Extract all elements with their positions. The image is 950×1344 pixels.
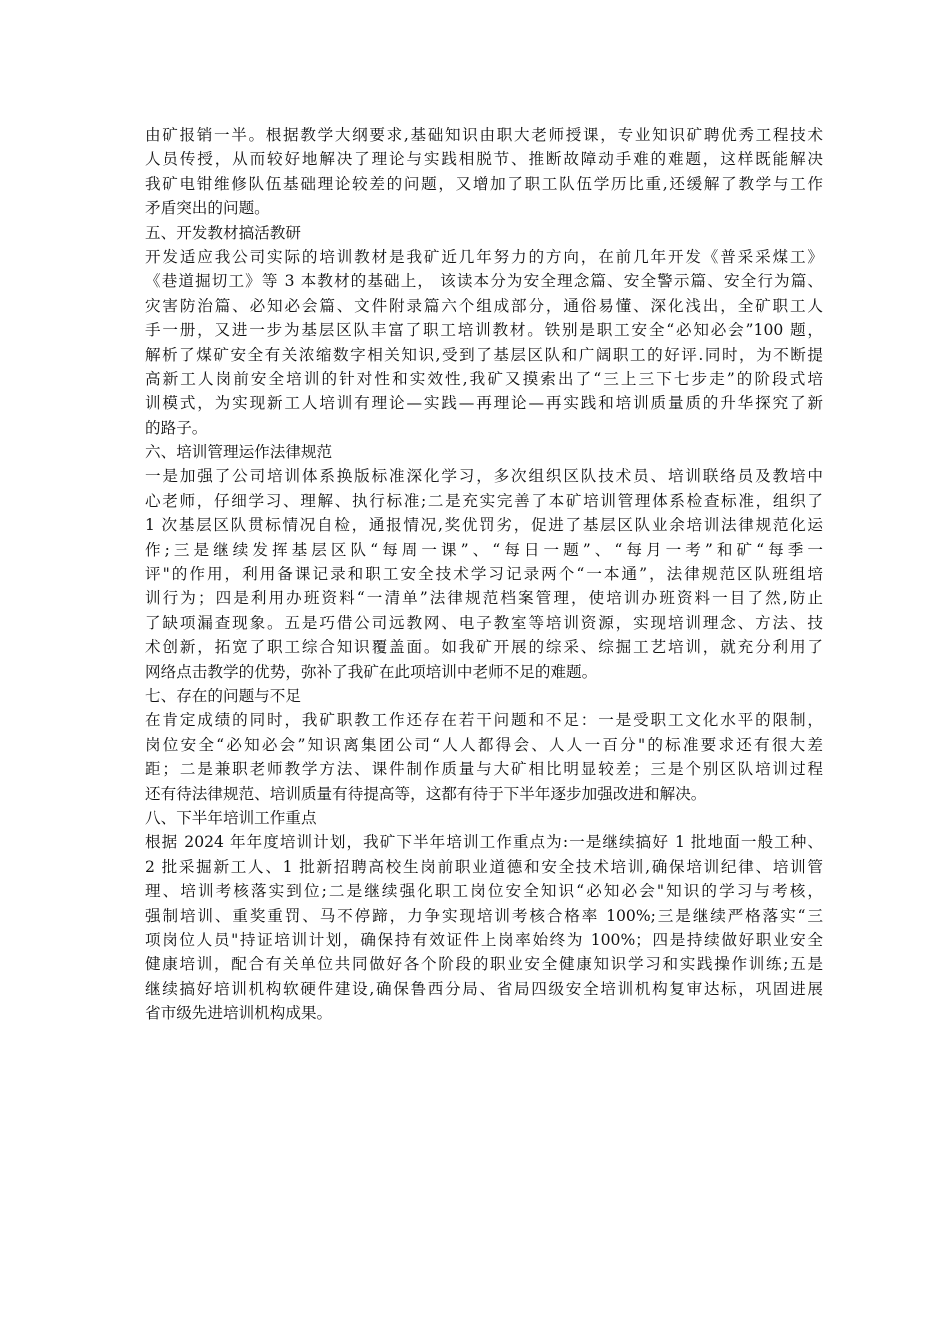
- paragraph-line: 了缺项漏查现象。五是巧借公司远教网、电子教室等培训资源，实现培训理念、方法、技: [145, 613, 823, 632]
- heading-text: 七、存在的问题与不足: [145, 686, 301, 705]
- section-heading: [145, 684, 823, 708]
- paragraph-line: 还有待法律规范、培训质量有待提高等，这都有待于下半年逐步加强改进和解决。: [145, 784, 707, 803]
- paragraph-line: 评"的作用，利用备课记录和职工安全技术学习记录两个“一本通”，法律规范区队班组培: [145, 565, 823, 584]
- heading-text: 六、培训管理运作法律规范: [145, 443, 333, 462]
- heading-text: 五、开发教材搞活教研: [145, 223, 301, 242]
- paragraph: [145, 464, 823, 684]
- paragraph-line: 省市级先进培训机构成果。: [145, 1004, 333, 1023]
- paragraph-line: 在肯定成绩的同时，我矿职教工作还存在若干问题和不足：一是受职工文化水平的限制，: [145, 711, 823, 730]
- paragraph-line: 作;三是继续发挥基层区队“每周一课”、“每日一题”、“每月一考”和矿“每季一: [145, 540, 823, 559]
- paragraph-line: 手一册，又进一步为基层区队丰富了职工培训教材。铁别是职工安全“必知必会”100 题，: [145, 321, 823, 340]
- paragraph-line: 开发适应我公司实际的培训教材是我矿近几年努力的方向，在前几年开发《普采采煤工》: [145, 247, 823, 266]
- paragraph-line: 距；二是兼职老师教学方法、课件制作质量与大矿相比明显较差；三是个别区队培训过程: [145, 760, 823, 779]
- paragraph-line: 继续搞好培训机构软硬件建设,确保鲁西分局、省局四级安全培训机构复审达标，巩固进展: [145, 979, 823, 998]
- paragraph-line: 心老师，仔细学习、理解、执行标准;二是充实完善了本矿培训管理体系检查标准，组织了: [145, 491, 823, 510]
- paragraph-line: 理、培训考核落实到位;二是继续强化职工岗位安全知识“必知必会"知识的学习与考核，: [145, 882, 823, 901]
- paragraph-line: 训模式，为实现新工人培训有理论—实践—再理论—再实践和培训质量质的升华探究了新: [145, 394, 823, 413]
- paragraph-line: 由矿报销一半。根据教学大纲要求,基础知识由职大老师授课，专业知识矿聘优秀工程技术: [145, 126, 823, 144]
- paragraph-line: 解析了煤矿安全有关浓缩数字相关知识,受到了基层区队和广阔职工的好评.同时，为不断提: [145, 345, 823, 364]
- paragraph-line: 健康培训，配合有关单位共同做好各个阶段的职业安全健康知识学习和实践操作训练;五是: [145, 955, 823, 974]
- section-heading: [145, 221, 823, 245]
- heading-text: 八、下半年培训工作重点: [145, 808, 317, 827]
- section-heading: [145, 806, 823, 830]
- paragraph-line: 岗位安全“必知必会”知识离集团公司“人人都得会、人人一百分"的标准要求还有很大差: [145, 735, 823, 754]
- paragraph-line: 强制培训、重奖重罚、马不停蹄，力争实现培训考核合格率 100%;三是继续严格落实“三: [145, 906, 823, 925]
- paragraph-line: 高新工人岗前安全培训的针对性和实效性,我矿又摸索出了“三上三下七步走”的阶段式培: [145, 369, 823, 388]
- paragraph-line: 根据 2024 年年度培训计划，我矿下半年培训工作重点为:一是继续搞好 1 批地面一般工种、: [145, 833, 823, 852]
- paragraph-line: 术创新，拓宽了职工综合知识覆盖面。如我矿开展的综采、综掘工艺培训，就充分利用了: [145, 638, 823, 657]
- paragraph: [145, 830, 823, 1025]
- document-page: [145, 123, 823, 1025]
- paragraph-line: 项岗位人员"持证培训计划，确保持有效证件上岗率始终为 100%；四是持续做好职业安全: [145, 930, 823, 949]
- paragraph-line: 的路子。: [145, 418, 208, 437]
- paragraph-line: 网络点击教学的优势，弥补了我矿在此项培训中老师不足的难题。: [145, 662, 598, 681]
- paragraph-line: 矛盾突出的问题。: [145, 199, 270, 218]
- paragraph-line: 《巷道掘切工》等 3 本教材的基础上， 该读本分为安全理念篇、安全警示篇、安全行为篇、: [145, 272, 823, 291]
- paragraph-line: 人员传授，从而较好地解决了理论与实践相脱节、推断故障动手难的难题，这样既能解决: [145, 150, 823, 169]
- paragraph-line: 我矿电钳维修队伍基础理论较差的问题，又增加了职工队伍学历比重,还缓解了教学与工作: [145, 174, 823, 193]
- section-heading: [145, 440, 823, 464]
- paragraph-line: 1 次基层区队贯标情况自检，通报情况,奖优罚劣，促进了基层区队业余培训法律规范化运: [145, 516, 823, 535]
- paragraph: [145, 123, 823, 221]
- paragraph: [145, 245, 823, 440]
- paragraph-line: 灾害防治篇、必知必会篇、文件附录篇六个组成部分，通俗易懂、深化浅出，全矿职工人: [145, 296, 823, 315]
- paragraph-line: 2 批采掘新工人、1 批新招聘高校生岗前职业道德和安全技术培训,确保培训纪律、培训管: [145, 857, 823, 876]
- paragraph-line: 训行为；四是利用办班资料“一清单”法律规范档案管理，使培训办班资料一目了然,防止: [145, 589, 823, 608]
- paragraph: [145, 708, 823, 806]
- paragraph-line: 一是加强了公司培训体系换版标准深化学习，多次组织区队技术员、培训联络员及教培中: [145, 467, 823, 486]
